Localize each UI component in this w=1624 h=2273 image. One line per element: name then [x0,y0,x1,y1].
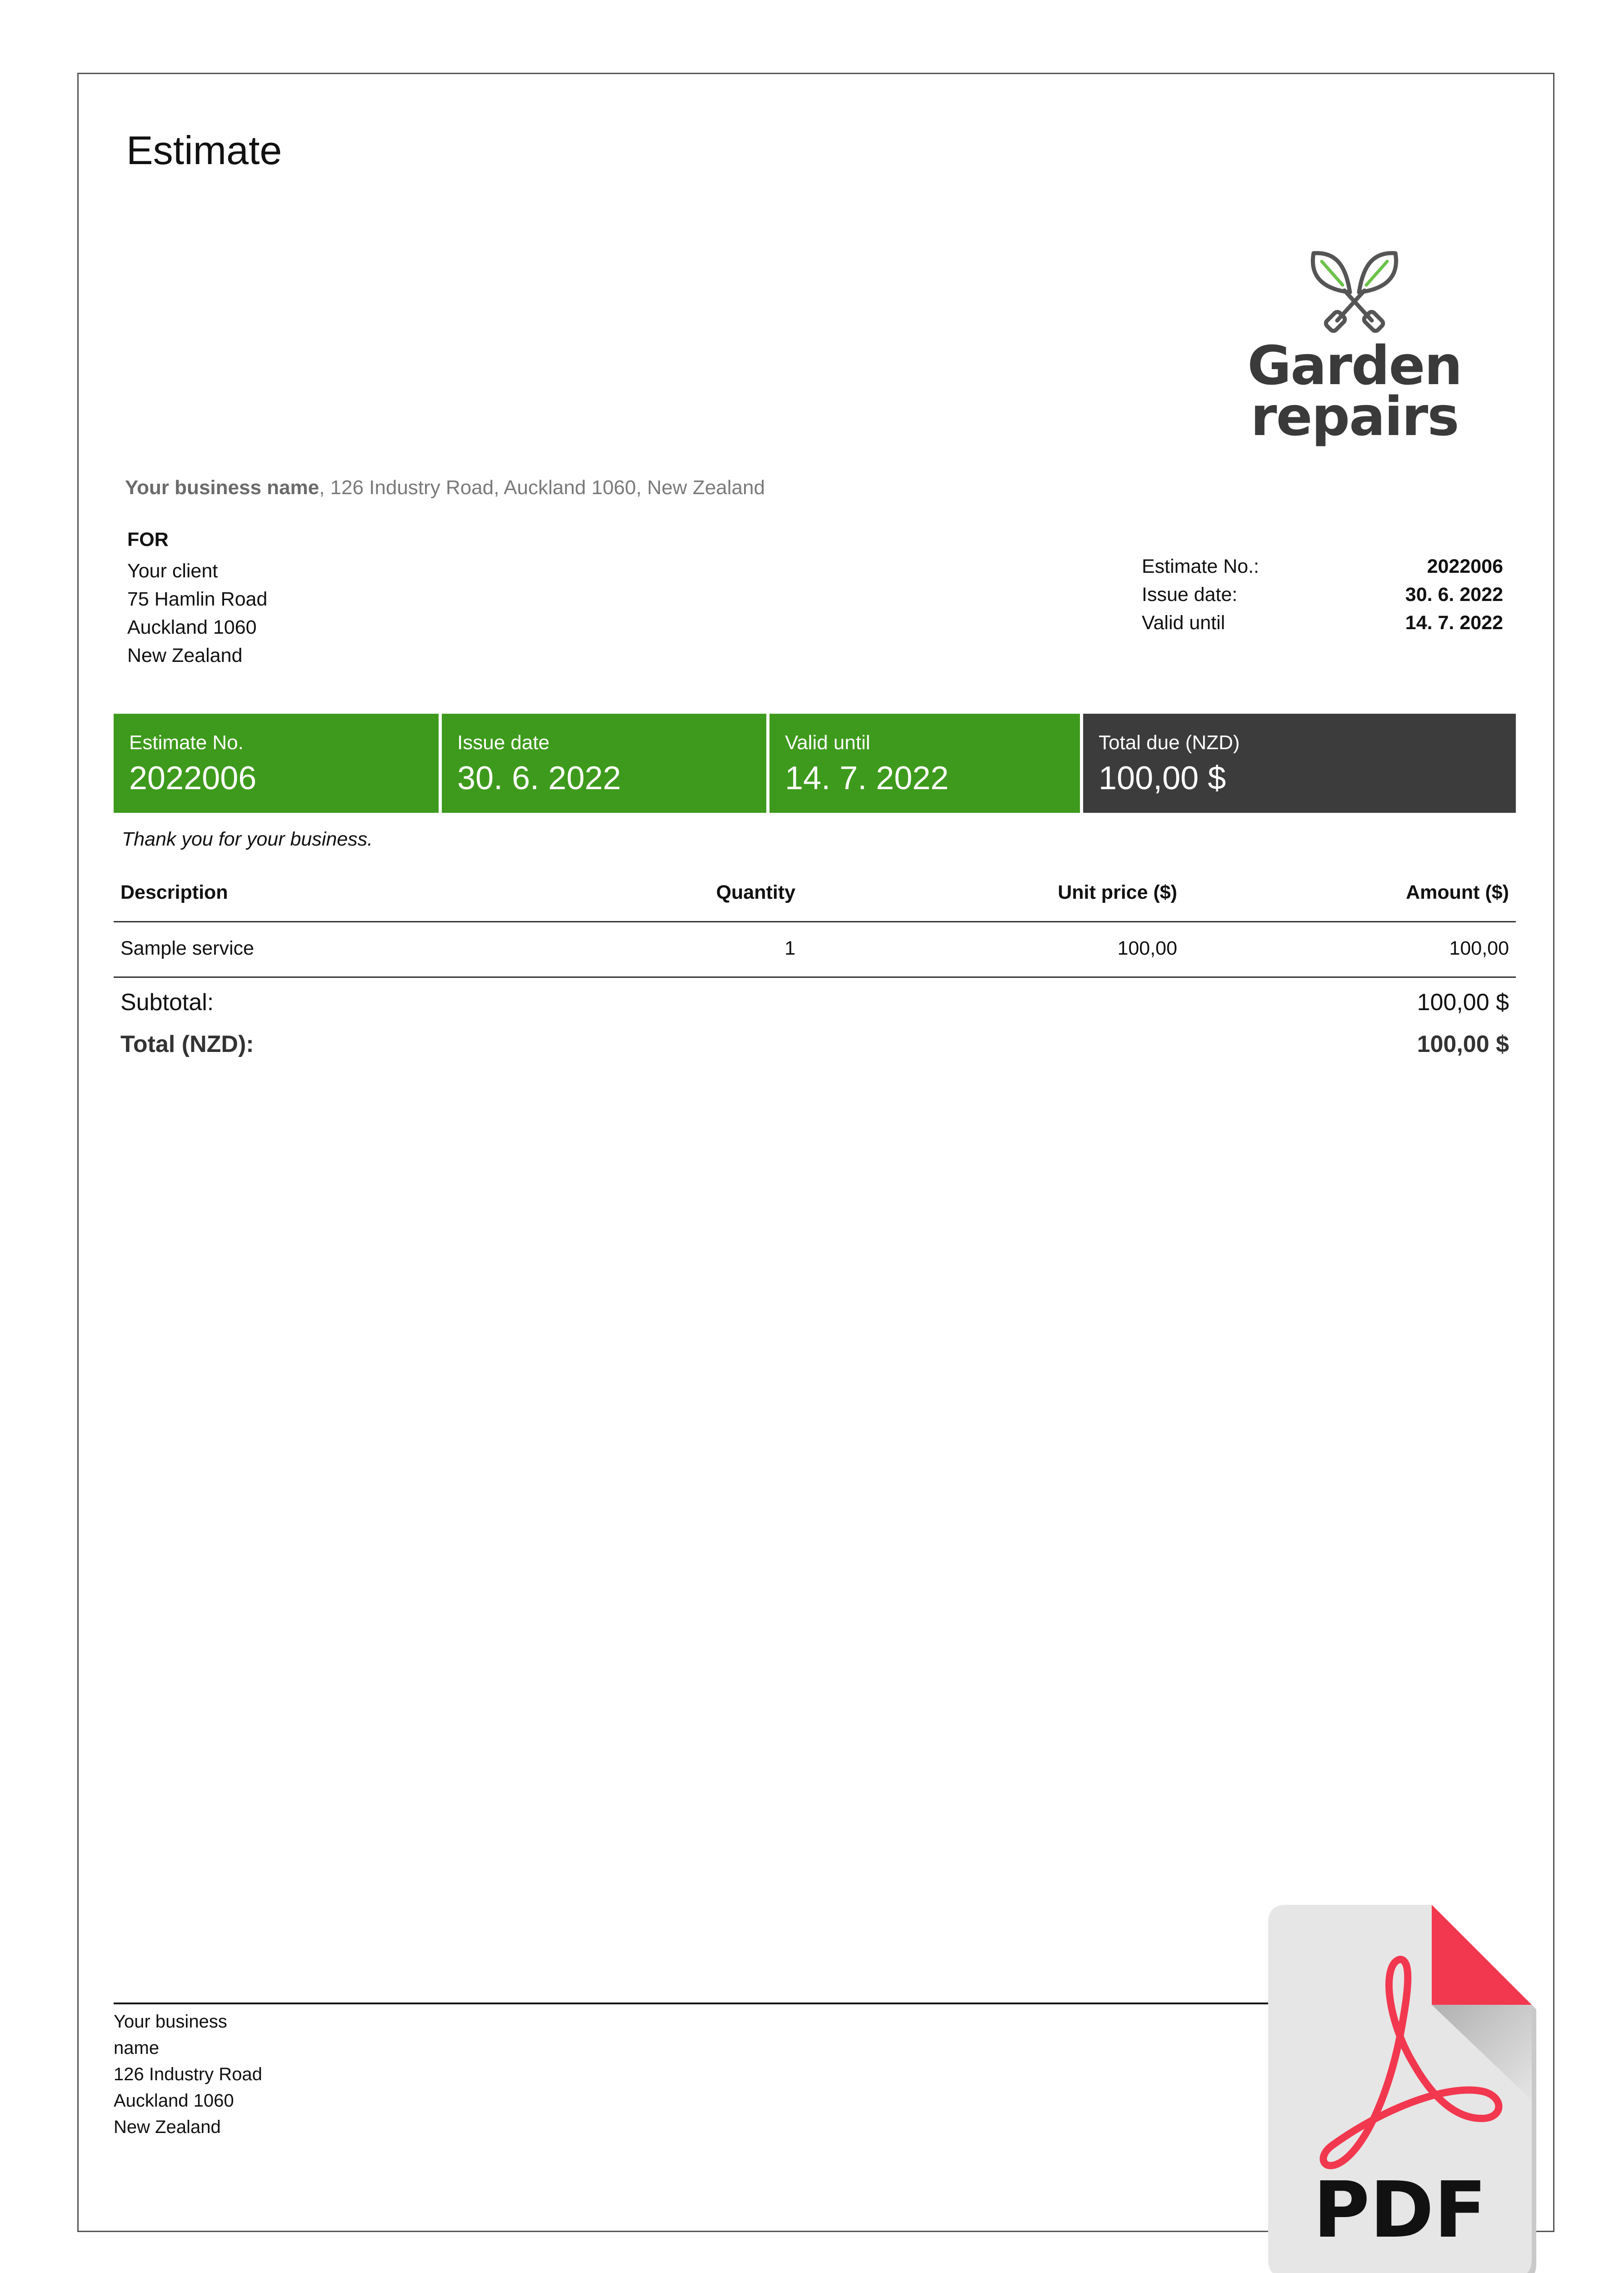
meta-label: Valid until [1142,612,1225,634]
col-header-description: Description [120,881,228,903]
band-value: 14. 7. 2022 [785,760,949,796]
meta-value: 2022006 [1427,556,1503,577]
band-label: Estimate No. [129,731,244,754]
company-logo [1245,248,1464,448]
client-street: 75 Hamlin Road [127,588,268,610]
col-header-unit-price: Unit price ($) [1058,881,1177,903]
table-header-rule [114,921,1516,922]
band-value: 2022006 [129,760,257,796]
estimate-meta [1142,556,1503,640]
pdf-download-badge[interactable] [1264,1900,1545,2273]
col-header-quantity: Quantity [716,881,795,903]
table-row-rule [114,976,1516,978]
meta-value: 30. 6. 2022 [1405,584,1503,606]
logo-line-1: Garden [1247,334,1462,397]
business-address-line [125,476,765,499]
client-country: New Zealand [127,645,243,666]
meta-value: 14. 7. 2022 [1405,612,1503,634]
band-label: Total due (NZD) [1099,731,1240,754]
band-label: Valid until [785,731,870,754]
pdf-label: PDF [1313,2165,1487,2255]
footer-line: Your business [114,2012,227,2032]
footer-line: name [114,2038,160,2058]
subtotal-label: Subtotal: [120,989,214,1016]
band-value: 100,00 $ [1099,760,1226,796]
band-value: 30. 6. 2022 [457,760,621,796]
meta-label: Estimate No.: [1142,556,1259,577]
client-name: Your client [127,560,218,582]
thanks-note: Thank you for your business. [122,828,373,850]
business-address: , 126 Industry Road, Auckland 1060, New Zealand [319,476,765,499]
col-header-amount: Amount ($) [1406,881,1509,903]
pdf-file-icon [1264,1900,1545,2273]
total-value: 100,00 $ [1417,1031,1509,1057]
footer-line: Auckland 1060 [114,2091,234,2111]
meta-row-number [1142,556,1503,584]
crossed-trowels-icon [1245,248,1464,339]
row-unit-price: 100,00 [1117,937,1177,959]
document-title: Estimate [126,128,282,173]
row-amount: 100,00 [1449,937,1509,959]
row-description: Sample service [120,937,254,959]
meta-label: Issue date: [1142,584,1238,606]
footer-line: 126 Industry Road [114,2064,262,2084]
band-total-due [1083,714,1516,813]
meta-row-issue-date [1142,584,1503,612]
meta-row-valid-until [1142,612,1503,640]
band-label: Issue date [457,731,550,754]
band-issue-date [442,714,766,813]
client-city: Auckland 1060 [127,616,257,638]
band-valid-until [770,714,1080,813]
footer-line: New Zealand [114,2117,221,2137]
logo-line-2: repairs [1250,385,1459,448]
band-estimate-number [114,714,439,813]
footer-rule [114,2003,1277,2004]
subtotal-value: 100,00 $ [1417,989,1509,1016]
total-label: Total (NZD): [120,1031,254,1057]
business-name: Your business name [125,476,320,499]
row-quantity: 1 [785,937,795,959]
for-label: FOR [127,529,169,551]
